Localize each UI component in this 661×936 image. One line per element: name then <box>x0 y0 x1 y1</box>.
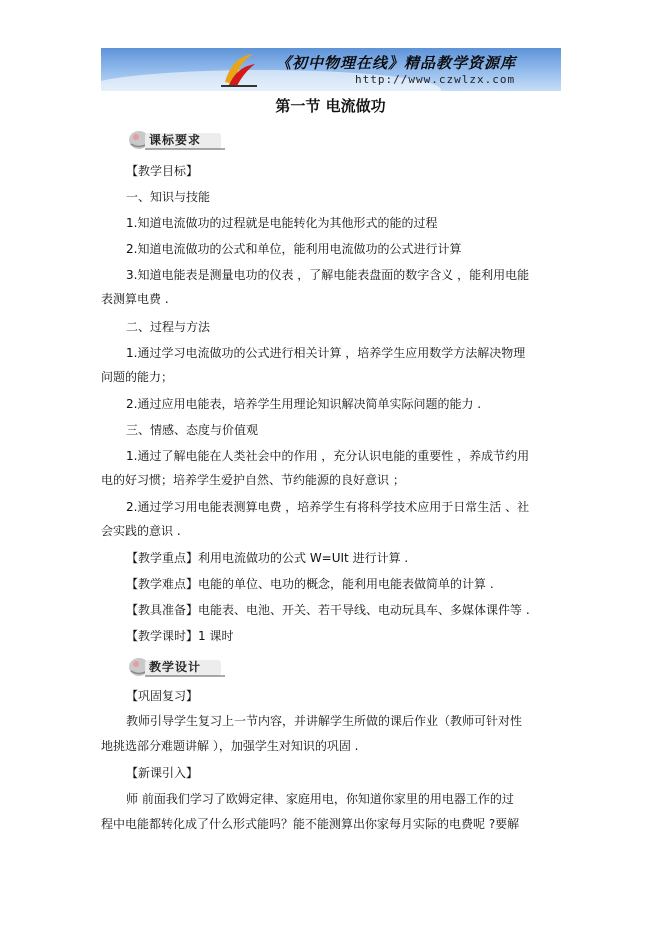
knowledge-item-3: 3.知道电能表是测量电功的仪表 ，了解电能表盘面的数字含义 ，能利用电能 <box>126 268 530 282</box>
section-tag-label: 教学设计 <box>149 660 202 674</box>
teaching-hours: 【教学课时】1 课时 <box>126 629 234 643</box>
teaching-tools: 【教具准备】电能表、电池、开关、若干导线、电动玩具车、多媒体课件等 . <box>126 603 530 617</box>
knowledge-item-3-cont: 表测算电费 . <box>101 292 169 306</box>
intro-heading: 【新课引入】 <box>126 766 199 780</box>
page-title: 第一节 电流做功 <box>275 97 386 115</box>
objectives-heading: 【教学目标】 <box>126 164 199 178</box>
knowledge-heading: 一、知识与技能 <box>126 190 211 204</box>
process-item-2: 2.通过应用电能表，培养学生用理论知识解决简单实际问题的能力 . <box>126 397 482 411</box>
difficulty-point: 【教学难点】电能的单位、电功的概念，能利用电能表做简单的计算 . <box>126 577 494 591</box>
intro-text: 师 前面我们学习了欧姆定律、家庭用电，你知道你家里的用电器工作的过 <box>126 792 514 806</box>
section-tag-curriculum <box>127 128 227 152</box>
emotion-item-1-cont: 电的好习惯；培养学生爱护自然、节约能源的良好意识 ； <box>101 473 405 487</box>
knowledge-item-2: 2.知道电流做功的公式和单位，能利用电流做功的公式进行计算 <box>126 242 462 256</box>
process-heading: 二、过程与方法 <box>126 320 211 334</box>
process-item-1-cont: 问题的能力； <box>101 370 174 384</box>
section-tag-design <box>127 655 227 679</box>
emotion-item-2: 2.通过学习用电能表测算电费 ，培养学生有将科学技术应用于日常生活 、社 <box>126 500 530 514</box>
site-logo-icon <box>219 52 259 88</box>
section-tag-label: 课标要求 <box>149 133 202 147</box>
review-text-cont: 地挑选部分难题讲解 ），加强学生对知识的巩固 . <box>101 739 359 753</box>
emotion-item-1: 1.通过了解电能在人类社会中的作用 ，充分认识电能的重要性 ，养成节约用 <box>126 449 530 463</box>
key-point: 【教学重点】利用电流做功的公式 W=UIt 进行计算 . <box>126 551 409 565</box>
review-heading: 【巩固复习】 <box>126 689 199 703</box>
intro-text-cont: 程中电能都转化成了什么形式能吗？能不能测算出你家每月实际的电费呢 ?要解 <box>101 817 520 831</box>
review-text: 教师引导学生复习上一节内容，并讲解学生所做的课后作业（教师可针对性 <box>126 714 523 728</box>
emotion-heading: 三、情感、态度与价值观 <box>126 423 259 437</box>
process-item-1: 1.通过学习电流做功的公式进行相关计算 ，培养学生应用数学方法解决物理 <box>126 346 526 360</box>
banner-url: http://www.czwlzx.com <box>355 73 516 86</box>
banner-title: 《初中物理在线》精品教学资源库 <box>276 54 517 72</box>
emotion-item-2-cont: 会实践的意识 . <box>101 524 181 538</box>
knowledge-item-1: 1.知道电流做功的过程就是电能转化为其他形式的能的过程 <box>126 216 438 230</box>
header-banner <box>101 48 561 91</box>
